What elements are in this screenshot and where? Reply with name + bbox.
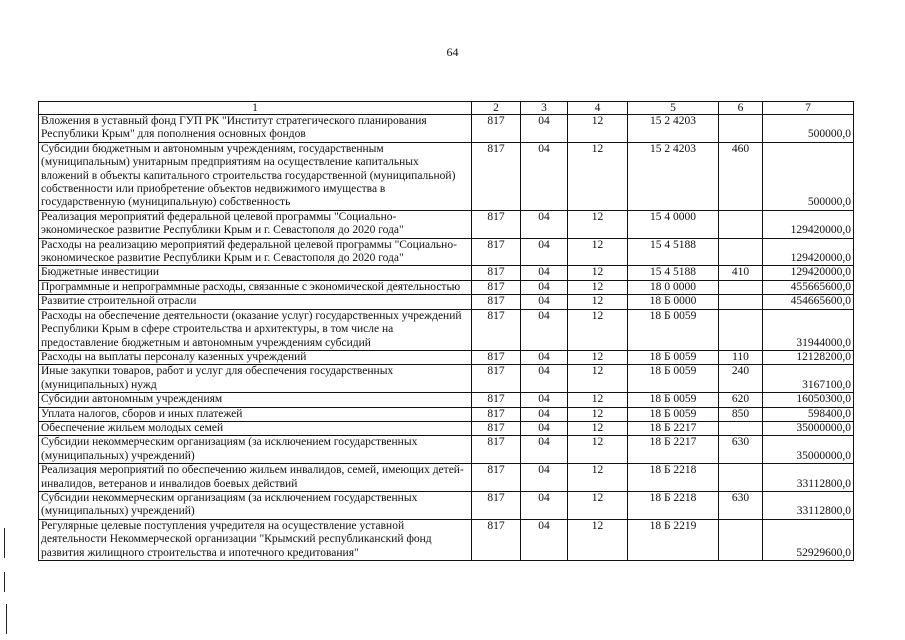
scan-mark	[4, 572, 5, 592]
row-admin-code: 817	[472, 464, 521, 492]
header-row	[39, 102, 854, 115]
row-target-article: 15 2 4203	[628, 142, 719, 210]
row-target-article: 18 Б 0059	[628, 407, 719, 421]
table-row	[39, 519, 854, 560]
row-name: Субсидии некоммерческим организациям (за исключением государственных (муниципальных) учреждений)	[39, 436, 472, 464]
row-amount: 35000000,0	[763, 436, 854, 464]
row-subsection: 12	[568, 519, 628, 560]
row-name: Иные закупки товаров, работ и услуг для обеспечения государственных (муниципальных) нужд	[39, 365, 472, 393]
row-expense-type: 240	[719, 365, 763, 393]
row-section: 04	[521, 266, 568, 280]
row-section: 04	[521, 436, 568, 464]
row-target-article: 15 4 0000	[628, 210, 719, 238]
row-section: 04	[521, 210, 568, 238]
row-expense-type	[719, 238, 763, 266]
row-subsection: 12	[568, 491, 628, 519]
col-header-6: 6	[719, 102, 763, 115]
row-name: Вложения в уставный фонд ГУП РК "Институт стратегического планирования Республики Крым" для пополнения основных фондов	[39, 115, 472, 143]
row-name: Реализация мероприятий по обеспечению жильем инвалидов, семей, имеющих детей-инвалидов, ветеранов и инвалидов боевых действий	[39, 464, 472, 492]
table-body	[39, 115, 854, 561]
page-number: 64	[446, 45, 459, 59]
row-target-article: 15 2 4203	[628, 115, 719, 143]
table-row	[39, 365, 854, 393]
row-expense-type	[719, 280, 763, 294]
table-row	[39, 266, 854, 280]
row-expense-type: 850	[719, 407, 763, 421]
row-name: Субсидии некоммерческим организациям (за исключением государственных (муниципальных) учреждений)	[39, 491, 472, 519]
row-section: 04	[521, 238, 568, 266]
row-target-article: 18 Б 2217	[628, 421, 719, 435]
col-header-2: 2	[472, 102, 521, 115]
row-target-article: 18 Б 2218	[628, 464, 719, 492]
row-target-article: 18 Б 0000	[628, 295, 719, 309]
table-row	[39, 464, 854, 492]
row-name: Развитие строительной отрасли	[39, 295, 472, 309]
row-expense-type	[719, 309, 763, 350]
table-row	[39, 142, 854, 210]
row-section: 04	[521, 407, 568, 421]
row-section: 04	[521, 295, 568, 309]
col-header-1: 1	[39, 102, 472, 115]
row-expense-type	[719, 210, 763, 238]
row-subsection: 12	[568, 142, 628, 210]
row-amount: 455665600,0	[763, 280, 854, 294]
row-expense-type: 630	[719, 491, 763, 519]
row-amount: 31944000,0	[763, 309, 854, 350]
col-header-4: 4	[568, 102, 628, 115]
row-amount: 35000000,0	[763, 421, 854, 435]
row-section: 04	[521, 491, 568, 519]
row-name: Субсидии бюджетным и автономным учреждениям, государственным (муниципальным) унитарным предприятиям на осуществление капитальных вложений в объекты капитального строительства государственной (муниципальной) собственности или приобретение объектов недвижимого имущества в государственную (муниципальную) собственность	[39, 142, 472, 210]
row-admin-code: 817	[472, 142, 521, 210]
row-admin-code: 817	[472, 266, 521, 280]
table-row	[39, 115, 854, 143]
row-target-article: 18 0 0000	[628, 280, 719, 294]
row-target-article: 18 Б 2218	[628, 491, 719, 519]
col-header-3: 3	[521, 102, 568, 115]
table-row	[39, 210, 854, 238]
row-name: Обеспечение жильем молодых семей	[39, 421, 472, 435]
table-row	[39, 309, 854, 350]
row-subsection: 12	[568, 280, 628, 294]
row-section: 04	[521, 115, 568, 143]
table-row	[39, 393, 854, 407]
row-subsection: 12	[568, 407, 628, 421]
row-amount: 52929600,0	[763, 519, 854, 560]
row-target-article: 18 Б 2217	[628, 436, 719, 464]
row-subsection: 12	[568, 421, 628, 435]
row-admin-code: 817	[472, 421, 521, 435]
row-admin-code: 817	[472, 350, 521, 364]
table-row	[39, 295, 854, 309]
row-expense-type	[719, 519, 763, 560]
row-subsection: 12	[568, 393, 628, 407]
row-name: Программные и непрограммные расходы, связанные с экономической деятельностью	[39, 280, 472, 294]
row-name: Расходы на выплаты персоналу казенных учреждений	[39, 350, 472, 364]
row-expense-type	[719, 115, 763, 143]
row-section: 04	[521, 280, 568, 294]
row-subsection: 12	[568, 266, 628, 280]
col-header-7: 7	[763, 102, 854, 115]
row-name: Регулярные целевые поступления учредителя на осуществление уставной деятельности Некоммерческой организации "Крымский республиканский фонд развития жилищного строительства и ипотечного кредитования"	[39, 519, 472, 560]
row-expense-type: 110	[719, 350, 763, 364]
row-target-article: 15 4 5188	[628, 266, 719, 280]
scan-mark	[4, 528, 5, 558]
table-row	[39, 238, 854, 266]
row-subsection: 12	[568, 238, 628, 266]
row-name: Бюджетные инвестиции	[39, 266, 472, 280]
table-row	[39, 491, 854, 519]
row-amount: 33112800,0	[763, 491, 854, 519]
row-admin-code: 817	[472, 238, 521, 266]
row-admin-code: 817	[472, 295, 521, 309]
row-section: 04	[521, 365, 568, 393]
row-subsection: 12	[568, 309, 628, 350]
row-expense-type	[719, 295, 763, 309]
row-expense-type: 410	[719, 266, 763, 280]
row-admin-code: 817	[472, 115, 521, 143]
row-admin-code: 817	[472, 280, 521, 294]
row-subsection: 12	[568, 464, 628, 492]
row-admin-code: 817	[472, 407, 521, 421]
row-expense-type	[719, 464, 763, 492]
row-amount: 129420000,0	[763, 210, 854, 238]
row-name: Расходы на обеспечение деятельности (оказание услуг) государственных учреждений Республики Крым в сфере строительства и архитектуры, в том числе на предоставление бюджетным и автономным учреждениям субсидий	[39, 309, 472, 350]
row-amount: 12128200,0	[763, 350, 854, 364]
row-expense-type: 460	[719, 142, 763, 210]
row-target-article: 18 Б 0059	[628, 393, 719, 407]
row-section: 04	[521, 519, 568, 560]
scan-mark	[6, 604, 7, 634]
row-section: 04	[521, 393, 568, 407]
table-row	[39, 407, 854, 421]
row-expense-type	[719, 421, 763, 435]
col-header-5: 5	[628, 102, 719, 115]
row-admin-code: 817	[472, 210, 521, 238]
row-expense-type: 630	[719, 436, 763, 464]
row-name: Реализация мероприятий федеральной целевой программы "Социально-экономическое развитие Республики Крым и г. Севастополя до 2020 года"	[39, 210, 472, 238]
row-admin-code: 817	[472, 436, 521, 464]
row-amount: 598400,0	[763, 407, 854, 421]
row-admin-code: 817	[472, 519, 521, 560]
row-subsection: 12	[568, 436, 628, 464]
row-subsection: 12	[568, 350, 628, 364]
row-admin-code: 817	[472, 309, 521, 350]
row-admin-code: 817	[472, 393, 521, 407]
row-section: 04	[521, 421, 568, 435]
row-section: 04	[521, 309, 568, 350]
row-subsection: 12	[568, 365, 628, 393]
row-target-article: 18 Б 0059	[628, 350, 719, 364]
row-subsection: 12	[568, 295, 628, 309]
row-name: Расходы на реализацию мероприятий федеральной целевой программы "Социально-экономическое развитие Республики Крым и г. Севастополя до 2020 года"	[39, 238, 472, 266]
row-target-article: 18 Б 2219	[628, 519, 719, 560]
row-amount: 500000,0	[763, 115, 854, 143]
row-expense-type: 620	[719, 393, 763, 407]
row-subsection: 12	[568, 210, 628, 238]
row-amount: 33112800,0	[763, 464, 854, 492]
table-row	[39, 280, 854, 294]
row-amount: 500000,0	[763, 142, 854, 210]
table-row	[39, 421, 854, 435]
table-row	[39, 436, 854, 464]
row-admin-code: 817	[472, 491, 521, 519]
row-section: 04	[521, 142, 568, 210]
row-admin-code: 817	[472, 365, 521, 393]
table-row	[39, 350, 854, 364]
row-target-article: 15 4 5188	[628, 238, 719, 266]
row-amount: 454665600,0	[763, 295, 854, 309]
row-name: Уплата налогов, сборов и иных платежей	[39, 407, 472, 421]
row-subsection: 12	[568, 115, 628, 143]
budget-table	[38, 101, 854, 561]
row-section: 04	[521, 350, 568, 364]
row-target-article: 18 Б 0059	[628, 309, 719, 350]
row-amount: 129420000,0	[763, 266, 854, 280]
row-section: 04	[521, 464, 568, 492]
row-target-article: 18 Б 0059	[628, 365, 719, 393]
row-amount: 3167100,0	[763, 365, 854, 393]
row-name: Субсидии автономным учреждениям	[39, 393, 472, 407]
row-amount: 129420000,0	[763, 238, 854, 266]
row-amount: 16050300,0	[763, 393, 854, 407]
